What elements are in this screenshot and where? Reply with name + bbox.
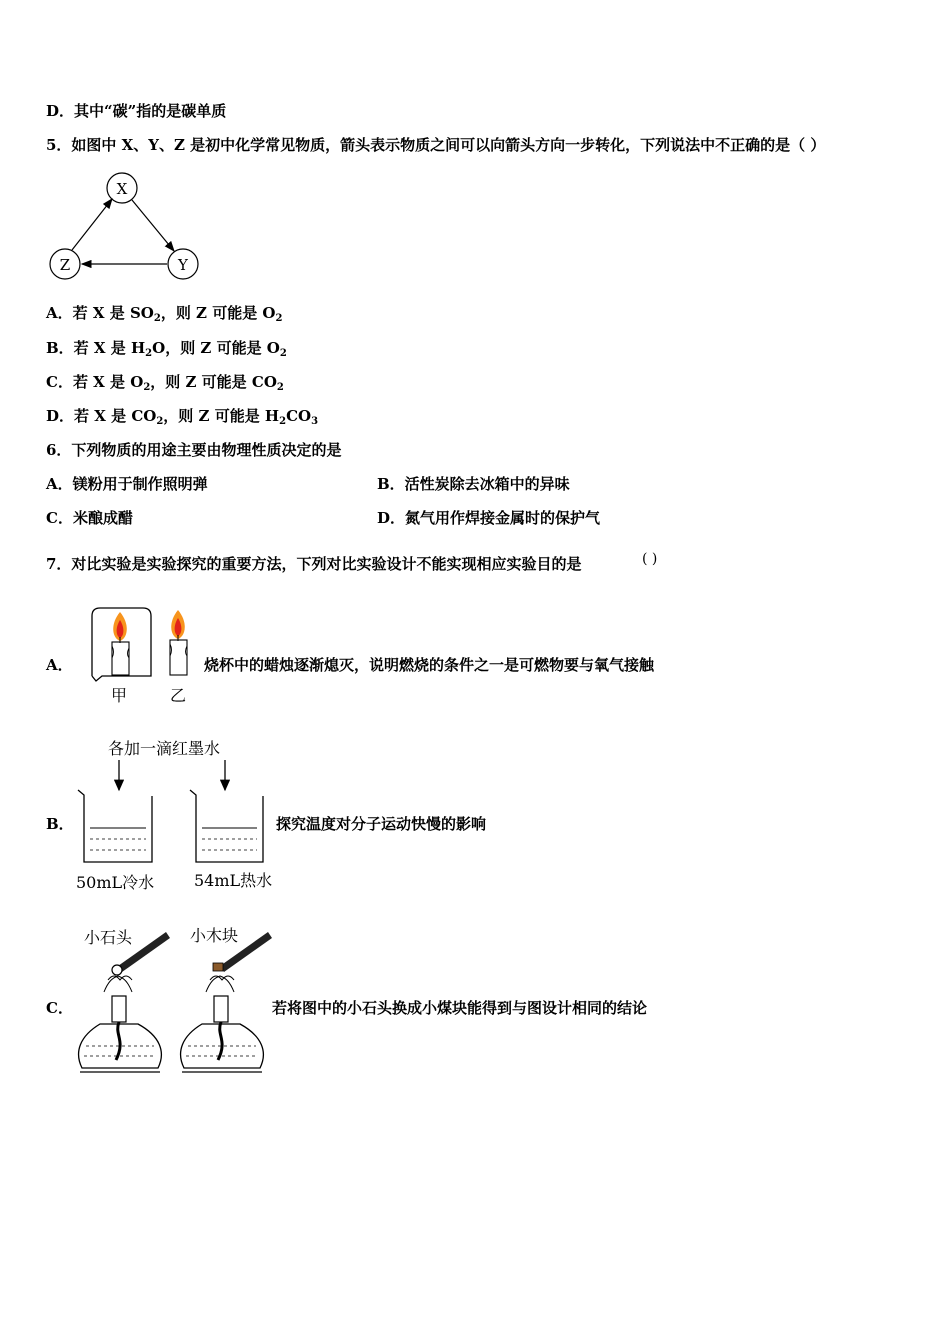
q6-option-d: D．氮气用作焊接金属时的保护气 xyxy=(377,509,601,527)
node-z-label: Z xyxy=(59,256,71,274)
q6-option-c: C．米酿成醋 xyxy=(46,509,133,527)
q5-option-b: B．若 X 是 $H_2O$，则 Z 可能是 $O_2$ xyxy=(46,339,287,359)
q7-answer-paren: ( ) xyxy=(642,551,658,567)
q7-b-text: 探究温度对分子运动快慢的影响 xyxy=(276,815,487,833)
q7-a-text: 烧杯中的蜡烛逐渐熄灭，说明燃烧的条件之一是可燃物要与氧气接触 xyxy=(204,656,655,674)
q7-c-text: 若将图中的小石头换成小煤块能得到与图设计相同的结论 xyxy=(272,999,648,1017)
q7-stem: 7．对比实验是实验探究的重要方法，下列对比实验设计不能实现相应实验目的是 xyxy=(46,555,582,573)
candle-label-yi: 乙 xyxy=(170,686,187,705)
q5-option-c: C．若 X 是 $O_2$，则 Z 可能是 $CO_2$ xyxy=(46,373,284,393)
q5-stem: 5．如图中 X、Y、Z 是初中化学常见物质，箭头表示物质之间可以向箭头方向一步转化，下列说法中不正确的是（ ） xyxy=(46,136,826,154)
q4-option-d: D．其中“碳”指的是碳单质 xyxy=(46,102,227,120)
cold-water-label: 50mL冷水 xyxy=(76,873,155,892)
red-ink-label: 各加一滴红墨水 xyxy=(108,739,221,758)
q5-option-d: D．若 X 是 $CO_2$，则 Z 可能是 $H_2CO_3$ xyxy=(46,407,319,427)
stone-label: 小石头 xyxy=(84,928,133,947)
wood-label: 小木块 xyxy=(190,926,239,945)
q7-b-letter: B． xyxy=(46,815,74,833)
q5-option-a: A．若 X 是 $SO_2$，则 Z 可能是 $O_2$ xyxy=(46,304,283,324)
q7-a-letter: A． xyxy=(46,656,73,674)
q6-option-b: B．活性炭除去冰箱中的异味 xyxy=(377,475,570,493)
q6-stem: 6．下列物质的用途主要由物理性质决定的是 xyxy=(46,441,342,459)
candle-label-jia: 甲 xyxy=(111,686,128,705)
q6-option-a: A．镁粉用于制作照明弹 xyxy=(46,475,208,493)
q7-c-letter: C． xyxy=(46,999,73,1017)
hot-water-label: 54mL热水 xyxy=(194,871,273,890)
node-x-label: X xyxy=(116,180,128,198)
node-y-label: Y xyxy=(178,256,188,274)
